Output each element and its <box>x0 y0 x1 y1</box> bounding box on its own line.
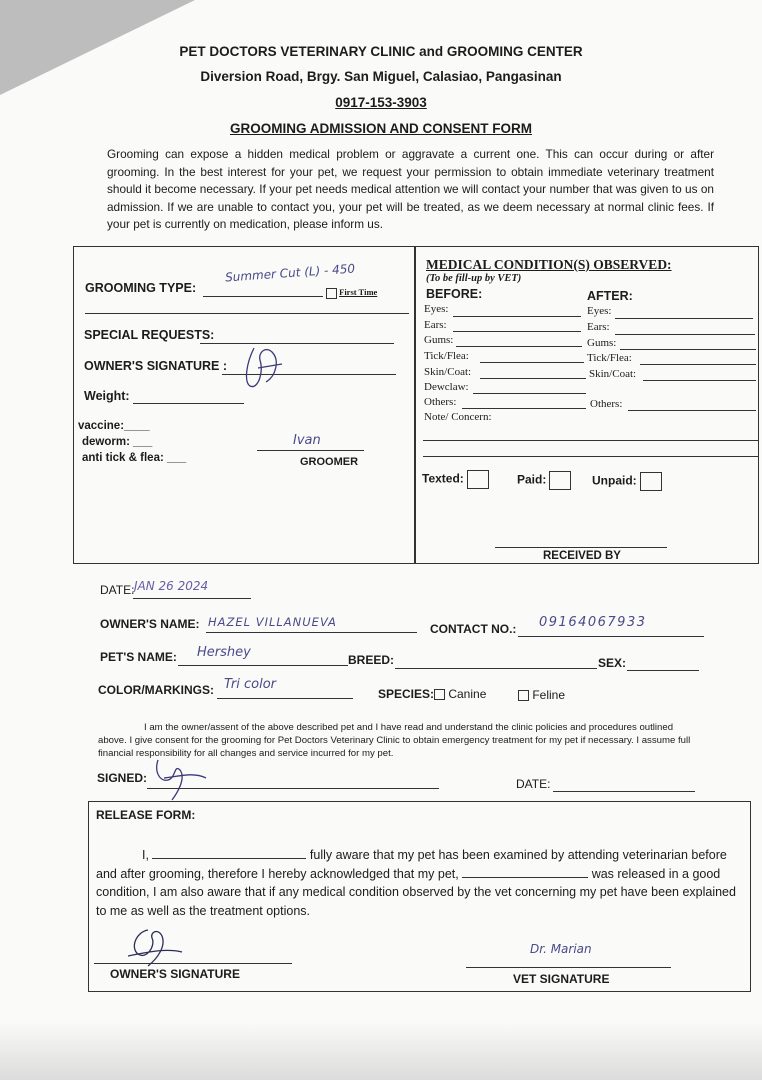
before-label: BEFORE: <box>426 287 483 301</box>
before-gums-label: Gums: <box>424 334 454 346</box>
phone-wrap <box>0 95 762 110</box>
unpaid-option[interactable] <box>592 472 662 491</box>
note-label: Note/ Concern: <box>424 411 492 423</box>
before-skin-label: Skin/Coat: <box>424 366 472 378</box>
clinic-phone: 0917-153-3903 <box>335 95 427 110</box>
after-label: AFTER: <box>587 289 633 303</box>
before-gums-line[interactable] <box>456 346 582 347</box>
note-line-2[interactable] <box>423 456 758 457</box>
breed-line[interactable] <box>395 668 597 669</box>
owner-name-value: HAZEL VILLANUEVA <box>208 615 337 629</box>
special-requests-label: SPECIAL REQUESTS: <box>84 328 215 342</box>
signed-label: SIGNED: <box>97 771 148 785</box>
signed-date-line[interactable] <box>553 791 695 792</box>
vaccine-label[interactable]: vaccine:____ <box>78 420 150 432</box>
before-eyes-label: Eyes: <box>424 303 449 315</box>
color-line[interactable] <box>217 698 353 699</box>
after-ears-label: Ears: <box>587 321 610 333</box>
vet-sig-label: VET SIGNATURE <box>513 972 610 986</box>
release-text-mid2: was released in a good condition, I am also aware that if any medical condition observed by the vet concerning my pet have been explained to me as well as the treatment options. <box>96 866 736 918</box>
before-ears-line[interactable] <box>453 331 581 332</box>
grooming-type-line-2[interactable] <box>85 313 409 314</box>
after-tick-line[interactable] <box>640 364 756 365</box>
release-title: RELEASE FORM: <box>96 808 196 822</box>
before-tick-line[interactable] <box>480 362 584 363</box>
breed-label: BREED: <box>348 653 395 667</box>
weight-label: Weight: <box>84 389 130 403</box>
box-divider <box>414 247 416 563</box>
before-skin-line[interactable] <box>480 378 586 379</box>
pet-name-label: PET'S NAME: <box>100 650 177 664</box>
note-line-1[interactable] <box>423 440 758 441</box>
species-label: SPECIES: <box>378 687 435 701</box>
date-label: DATE: <box>100 583 135 597</box>
vet-signature-value: Dr. Marian <box>530 942 592 956</box>
owner-name-label: OWNER'S NAME: <box>100 617 200 631</box>
release-text-start: I, <box>142 848 149 862</box>
after-eyes-label: Eyes: <box>587 305 612 317</box>
feline-checkbox[interactable] <box>518 690 529 701</box>
owner-signature-scribble <box>236 342 286 394</box>
release-owner-sig-line[interactable] <box>94 963 292 964</box>
before-eyes-line[interactable] <box>453 316 581 317</box>
release-owner-blank[interactable] <box>152 847 306 859</box>
after-tick-label: Tick/Flea: <box>587 352 632 364</box>
weight-line[interactable] <box>133 403 244 404</box>
groomer-line[interactable] <box>257 450 364 451</box>
unpaid-label: Unpaid: <box>592 473 637 488</box>
medical-title-wrap <box>426 257 672 273</box>
unpaid-checkbox[interactable] <box>640 472 662 491</box>
sex-label: SEX: <box>598 656 627 670</box>
after-gums-label: Gums: <box>587 337 617 349</box>
texted-label: Texted: <box>422 471 464 486</box>
scan-bottom-shade <box>0 1022 762 1080</box>
date-line[interactable] <box>133 598 251 599</box>
first-time-label: First Time <box>339 287 378 297</box>
special-requests-line[interactable] <box>200 343 394 344</box>
canine-checkbox[interactable] <box>434 689 445 700</box>
clinic-name: PET DOCTORS VETERINARY CLINIC and GROOMING CENTER <box>179 44 583 59</box>
release-owner-sig-label: OWNER'S SIGNATURE <box>110 967 240 981</box>
deworm-label[interactable]: deworm: ___ <box>82 436 153 448</box>
texted-checkbox[interactable] <box>467 470 489 489</box>
after-ears-line[interactable] <box>615 334 755 335</box>
release-text-mid1: fully aware that my pet has been examined by attending veterinarian before and after grooming, therefore I hereby acknowledged that my pet, <box>96 848 727 881</box>
after-others-label: Others: <box>590 398 623 410</box>
groomer-label: GROOMER <box>300 456 359 468</box>
received-by-line[interactable] <box>495 547 667 548</box>
signed-date-label: DATE: <box>516 777 551 791</box>
form-title-wrap <box>0 121 762 136</box>
owner-signature-label: OWNER'S SIGNATURE : <box>84 359 228 373</box>
received-by-label: RECEIVED BY <box>543 550 621 562</box>
texted-option[interactable] <box>422 470 489 489</box>
first-time-checkbox[interactable] <box>326 288 337 299</box>
before-dewclaw-line[interactable] <box>473 393 586 394</box>
sex-line[interactable] <box>627 670 699 671</box>
grooming-type-line[interactable] <box>203 296 323 297</box>
after-gums-line[interactable] <box>620 349 756 350</box>
canine-label: Canine <box>448 687 487 701</box>
contact-value: 09164067933 <box>539 615 647 630</box>
feline-label: Feline <box>532 688 566 702</box>
after-skin-line[interactable] <box>643 380 756 381</box>
release-owner-scribble <box>118 924 188 972</box>
after-skin-label: Skin/Coat: <box>589 368 637 380</box>
pet-name-line[interactable] <box>178 665 348 666</box>
first-time-option[interactable] <box>326 287 377 299</box>
release-paragraph <box>96 846 746 920</box>
contact-line[interactable] <box>518 636 704 637</box>
consent-text: I am the owner/assent of the above described pet and I have read and understand the clinic policies and procedures outlined above. I give consent for the grooming for Pet Doctors Veterinary Clinic to obtain emergency treatment for my pet if necessary. I assume full financial responsibility for all changes and service incurred for my pet. <box>98 722 691 759</box>
medical-title: MEDICAL CONDITION(S) OBSERVED: <box>426 257 672 272</box>
antitick-label[interactable]: anti tick & flea: ___ <box>82 452 187 464</box>
date-stamp: JAN 26 2024 <box>134 579 209 593</box>
owner-name-line[interactable] <box>206 632 417 633</box>
medical-subtitle: (To be fill-up by VET) <box>426 273 522 284</box>
vet-sig-line[interactable] <box>466 967 671 968</box>
after-others-line[interactable] <box>628 410 756 411</box>
grooming-type-label: GROOMING TYPE: <box>85 281 197 295</box>
before-tick-label: Tick/Flea: <box>424 350 469 362</box>
pet-name-value: Hershey <box>197 645 251 660</box>
grooming-type-value: Summer Cut (L) - 450 <box>224 261 356 285</box>
color-value: Tri color <box>224 677 277 692</box>
after-eyes-line[interactable] <box>615 318 753 319</box>
before-others-label: Others: <box>424 396 457 408</box>
before-dewclaw-label: Dewclaw: <box>424 381 469 393</box>
release-pet-blank[interactable] <box>462 866 588 878</box>
color-label: COLOR/MARKINGS: <box>98 683 214 697</box>
species-feline-option[interactable] <box>518 688 565 702</box>
intro-paragraph: Grooming can expose a hidden medical problem or aggravate a current one. This can occur during or after grooming. In the best interest for your pet, we request your permission to obtain immediate veterinary treatment should it become necessary. If your pet needs medical attention we will contact your number that was given to us on admission. If we are unable to contact you, your pet will be treated, as we deem necessary at normal clinic fees. If your pet is currently on medication, please inform us. <box>107 147 714 232</box>
paid-option[interactable] <box>517 471 571 490</box>
paid-checkbox[interactable] <box>549 471 571 490</box>
paid-label: Paid: <box>517 472 547 487</box>
before-others-line[interactable] <box>462 408 586 409</box>
contact-label: CONTACT NO.: <box>430 622 517 636</box>
form-title: GROOMING ADMISSION AND CONSENT FORM <box>230 121 532 136</box>
before-ears-label: Ears: <box>424 319 447 331</box>
groomer-value: Ivan <box>293 433 321 448</box>
clinic-address: Diversion Road, Brgy. San Miguel, Calasiao, Pangasinan <box>200 69 562 84</box>
species-canine-option[interactable] <box>434 687 486 701</box>
